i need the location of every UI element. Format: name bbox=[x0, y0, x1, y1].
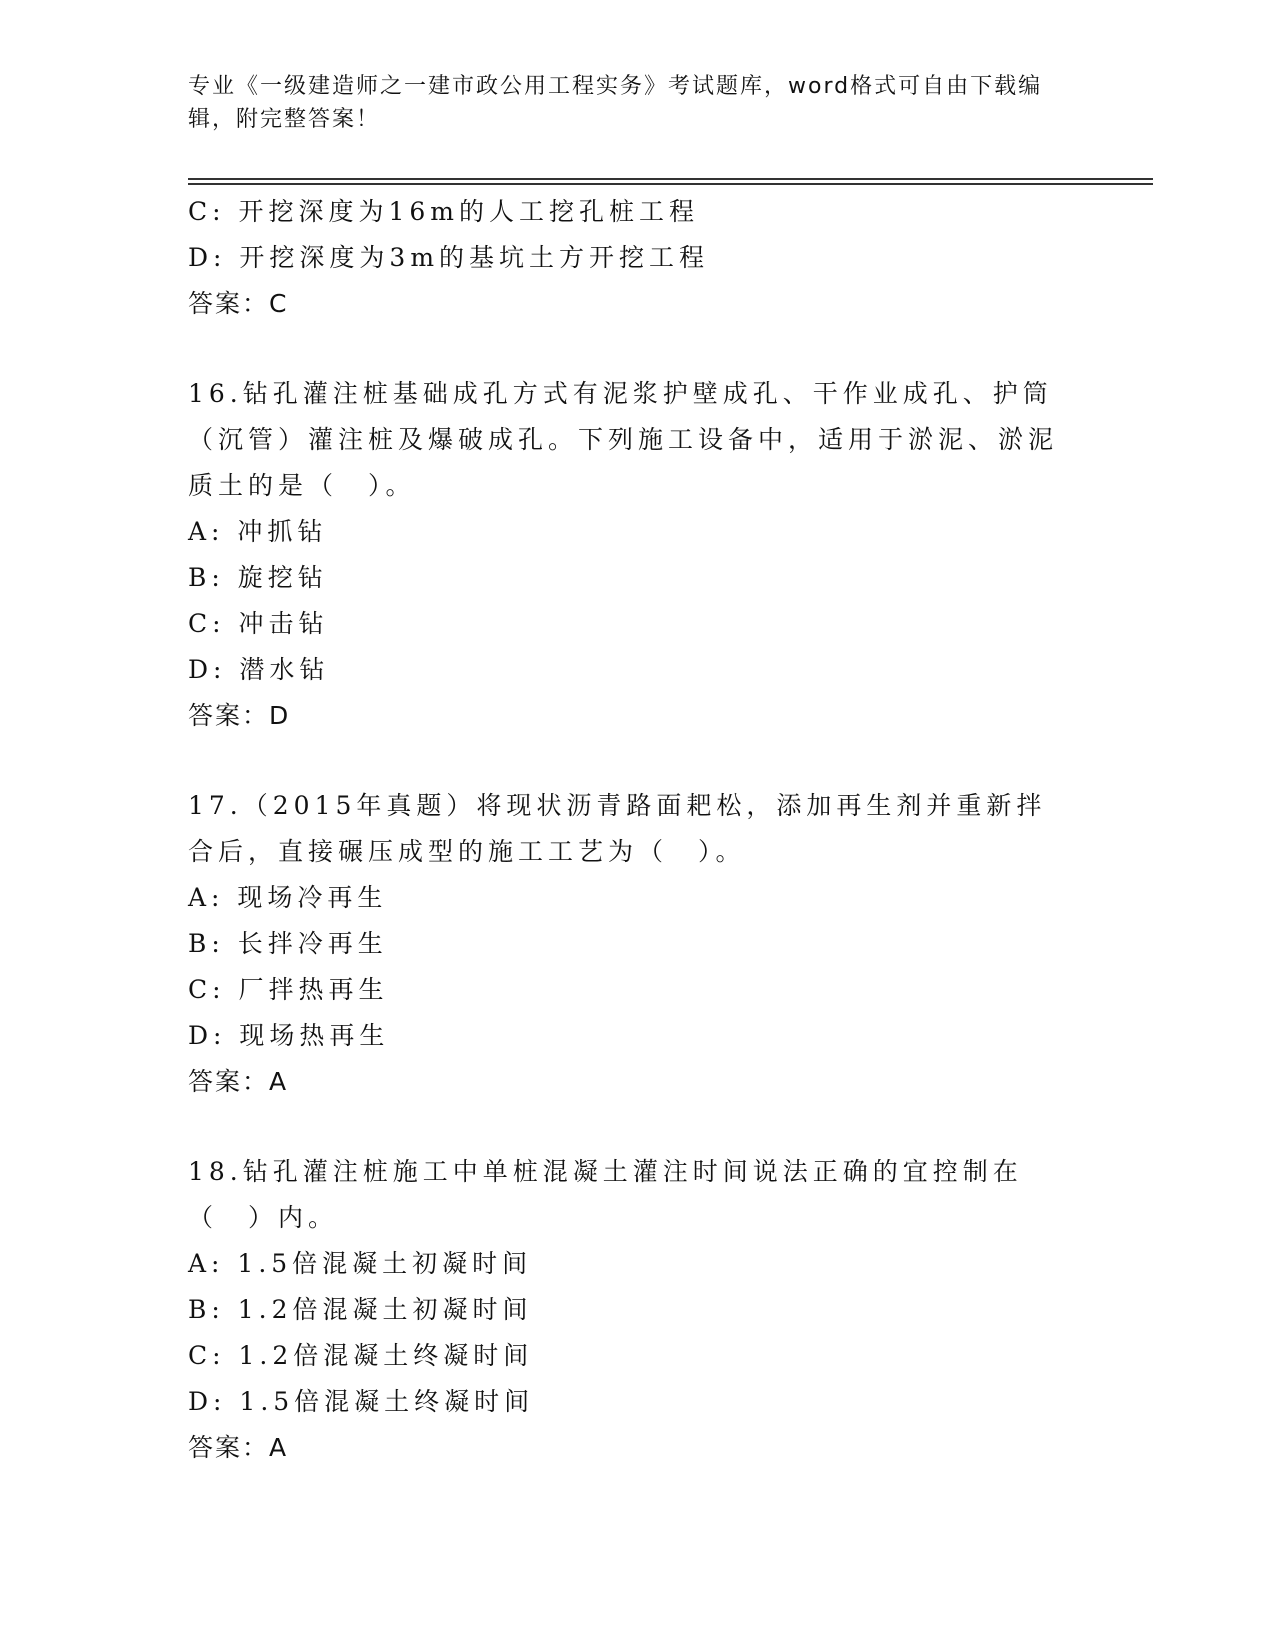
question-17 bbox=[188, 783, 1088, 1105]
question-text: 16.钻孔灌注桩基础成孔方式有泥浆护壁成孔、干作业成孔、护筒（沉管）灌注桩及爆破成孔。下列施工设备中，适用于淤泥、淤泥质土的是（ ）。 bbox=[188, 379, 1059, 500]
option-d: D: 开挖深度为3m的基坑土方开挖工程 bbox=[188, 243, 710, 272]
option-c: C: 开挖深度为16m的人工挖孔桩工程 bbox=[188, 197, 700, 226]
question-text: 18.钻孔灌注桩施工中单桩混凝土灌注时间说法正确的宜控制在（ ）内。 bbox=[188, 1157, 1023, 1232]
option-b: B: 旋挖钻 bbox=[188, 563, 328, 592]
option-d: D: 潜水钻 bbox=[188, 655, 330, 684]
option-c: C: 1.2倍混凝土终凝时间 bbox=[188, 1341, 534, 1370]
option-a: A: 1.5倍混凝土初凝时间 bbox=[188, 1249, 533, 1278]
option-b: B: 长拌冷再生 bbox=[188, 929, 388, 958]
header-rule-bottom bbox=[188, 183, 1153, 185]
option-a: A: 现场冷再生 bbox=[188, 883, 388, 912]
option-a: A: 冲抓钻 bbox=[188, 517, 328, 546]
answer-line: 答案：D bbox=[188, 701, 291, 730]
option-b: B: 1.2倍混凝土初凝时间 bbox=[188, 1295, 533, 1324]
question-18 bbox=[188, 1149, 1088, 1471]
previous-question-tail bbox=[188, 189, 1088, 327]
answer-line: 答案：C bbox=[188, 289, 289, 318]
document-header: 专业《一级建造师之一建市政公用工程实务》考试题库，word格式可自由下载编辑，附完整答案！ bbox=[188, 74, 1043, 132]
option-d: D: 现场热再生 bbox=[188, 1021, 390, 1050]
question-16 bbox=[188, 371, 1088, 739]
option-c: C: 厂拌热再生 bbox=[188, 975, 389, 1004]
document-body bbox=[188, 189, 1088, 1471]
header-rule-top bbox=[188, 178, 1153, 180]
answer-line: 答案：A bbox=[188, 1433, 289, 1462]
option-c: C: 冲击钻 bbox=[188, 609, 329, 638]
answer-line: 答案：A bbox=[188, 1067, 289, 1096]
option-d: D: 1.5倍混凝土终凝时间 bbox=[188, 1387, 535, 1416]
question-text: 17.（2015年真题）将现状沥青路面耙松，添加再生剂并重新拌合后，直接碾压成型的施工工艺为（ ）。 bbox=[188, 791, 1047, 866]
